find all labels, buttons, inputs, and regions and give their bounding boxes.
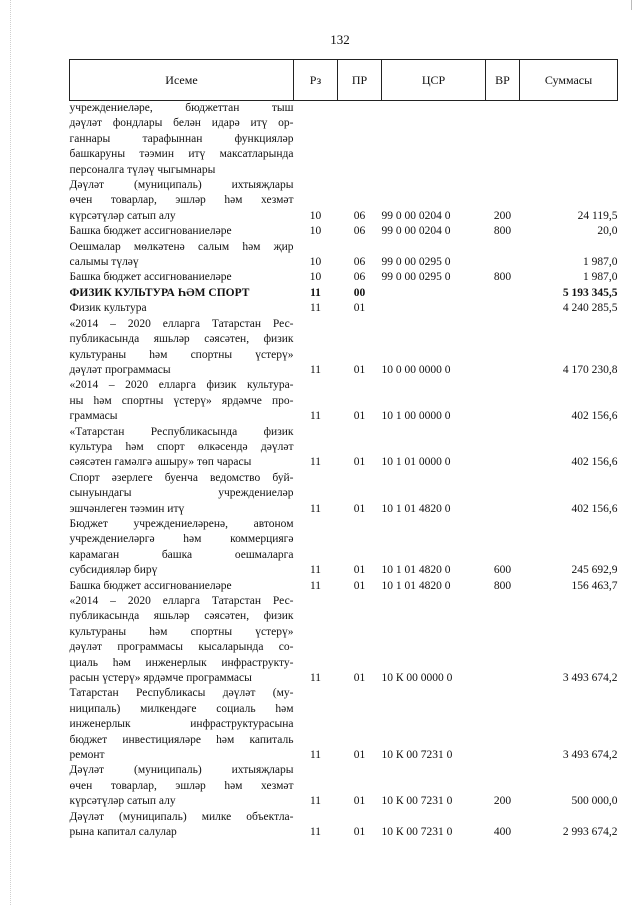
row-csr-cell: 10 1 01 0000 0 xyxy=(381,456,451,469)
row-name-cell xyxy=(70,517,294,579)
row-name-cell xyxy=(70,101,294,179)
row-name-line: күрсәтүләр сатып алу xyxy=(69,795,176,808)
row-rz-cell: 11 xyxy=(309,579,322,592)
row-name-line: ФИЗИК КУЛЬТУРА ҺӘМ СПОРТ xyxy=(69,286,250,299)
row-vr-cell xyxy=(486,378,520,424)
table-row xyxy=(70,810,618,841)
row-csr-cell xyxy=(382,286,486,301)
row-name-line: «2014 – 2020 елларга Татарстан Рес- xyxy=(69,317,294,330)
table-row xyxy=(70,301,618,316)
row-csr-cell xyxy=(382,301,486,316)
row-name-cell xyxy=(70,579,294,594)
row-name-cell xyxy=(70,763,294,809)
column-header-name: Исеме xyxy=(70,60,294,101)
row-rz-cell: 11 xyxy=(309,502,322,515)
row-rz-cell: 11 xyxy=(309,826,322,839)
row-rz-cell: 11 xyxy=(310,286,321,299)
row-name-cell xyxy=(70,425,294,471)
row-name-line: учреждениеләре, бюджеттан тыш xyxy=(69,102,294,114)
row-name-line: сынуындагы учреждениеләр xyxy=(69,487,294,500)
row-sum-cell: 20,0 xyxy=(597,225,618,238)
column-header-sum: Суммасы xyxy=(520,60,618,101)
table-row xyxy=(70,270,618,285)
table-row xyxy=(70,579,618,594)
row-name-line: граммасы xyxy=(69,410,118,423)
table-row xyxy=(70,763,618,809)
row-csr-cell xyxy=(382,101,486,179)
row-name-line: культураны һәм спортны үстерү» xyxy=(69,625,294,638)
row-vr-cell: 400 xyxy=(493,826,512,839)
column-header-csr: ЦСР xyxy=(382,60,486,101)
row-name-cell xyxy=(70,270,294,285)
row-name-cell xyxy=(70,224,294,239)
row-sum-cell: 3 493 674,2 xyxy=(562,749,618,762)
row-sum-cell: 2 993 674,2 xyxy=(562,826,618,839)
row-rz-cell: 11 xyxy=(309,363,322,376)
row-csr-cell: 10 1 01 4820 0 xyxy=(381,564,451,577)
row-name-cell xyxy=(70,240,294,271)
row-vr-cell: 800 xyxy=(493,579,512,592)
row-name-line: ганнары тарафыннан функцияләр xyxy=(69,132,294,145)
row-sum-cell: 245 692,9 xyxy=(571,564,618,577)
row-name-line: Башка бюджет ассигнованиеләре xyxy=(69,579,232,592)
row-name-line: «2014 – 2020 елларга Татарстан Рес- xyxy=(69,595,294,607)
row-name-line: публикасында яшьләр сәясәтен, физик xyxy=(69,610,294,623)
row-name-line: персоналга түләү чыгымнары xyxy=(69,163,216,176)
table-row xyxy=(70,101,618,179)
row-rz-cell xyxy=(294,101,338,179)
row-rz-cell: 11 xyxy=(309,410,322,423)
row-name-line: инженерлык инфраструктурасына xyxy=(69,718,294,731)
row-sum-cell: 24 119,5 xyxy=(577,209,618,222)
row-name-cell xyxy=(70,317,294,379)
row-pr-cell: 06 xyxy=(353,225,366,238)
row-name-line: циаль һәм инженерлык инфраструкту- xyxy=(69,656,294,669)
row-vr-cell: 800 xyxy=(493,225,512,238)
row-sum-cell: 402 156,6 xyxy=(571,502,618,515)
row-vr-cell xyxy=(486,686,520,763)
row-rz-cell: 10 xyxy=(309,225,322,238)
row-name-line: Дәүләт (муниципаль) ихтыяҗлары xyxy=(69,179,294,192)
row-pr-cell: 01 xyxy=(353,564,366,577)
row-pr-cell: 01 xyxy=(353,579,366,592)
row-name-cell xyxy=(70,594,294,686)
row-rz-cell: 11 xyxy=(309,564,322,577)
table-row xyxy=(70,517,618,579)
row-csr-cell: 10 1 01 4820 0 xyxy=(381,502,451,515)
table-row xyxy=(70,378,618,424)
row-csr-cell: 99 0 00 0204 0 xyxy=(381,209,451,222)
row-name-line: ниципаль) милкендәге социаль һәм xyxy=(69,702,294,715)
row-name-line: культураны һәм спортны үстерү» xyxy=(69,348,294,361)
row-vr-cell: 200 xyxy=(493,795,512,808)
row-name-line: Башка бюджет ассигнованиеләре xyxy=(69,225,232,238)
row-name-line: дәүләт программасы xyxy=(69,363,171,376)
row-sum-cell: 402 156,6 xyxy=(571,456,618,469)
row-name-line: өчен товарлар, эшләр һәм хезмәт xyxy=(69,194,294,207)
row-pr-cell: 01 xyxy=(353,795,366,808)
row-vr-cell xyxy=(486,425,520,471)
column-header-pr: ПР xyxy=(338,60,382,101)
row-vr-cell xyxy=(486,317,520,379)
row-name-line: сәясәтен гамәлгә ашыру» төп чарасы xyxy=(69,456,252,469)
row-rz-cell: 11 xyxy=(309,302,322,315)
row-csr-cell: 10 К 00 7231 0 xyxy=(381,749,453,762)
row-pr-cell: 01 xyxy=(353,410,366,423)
page-number: 132 xyxy=(330,32,350,47)
row-pr-cell: 06 xyxy=(353,256,366,269)
row-sum-cell xyxy=(520,101,618,179)
row-csr-cell: 10 К 00 7231 0 xyxy=(381,826,453,839)
scan-edge-line xyxy=(10,0,12,905)
table-row xyxy=(70,224,618,239)
table-row xyxy=(70,240,618,271)
row-rz-cell: 11 xyxy=(309,749,322,762)
row-name-line: публикасында яшьләр сәясәтен, физик xyxy=(69,333,294,346)
row-pr-cell: 01 xyxy=(353,302,366,315)
row-name-line: карамаган башка оешмаларга xyxy=(69,548,294,561)
row-vr-cell: 200 xyxy=(493,209,512,222)
row-rz-cell: 11 xyxy=(309,672,322,685)
row-csr-cell: 10 К 00 7231 0 xyxy=(381,795,453,808)
row-pr-cell: 01 xyxy=(353,826,366,839)
row-pr-cell: 01 xyxy=(353,502,366,515)
row-name-line: өчен товарлар, эшләр һәм хезмәт xyxy=(69,779,294,792)
row-name-line: рына капитал салулар xyxy=(69,826,177,839)
table-header-row xyxy=(70,60,618,101)
row-name-line: Физик культура xyxy=(69,302,147,315)
row-csr-cell: 10 1 01 4820 0 xyxy=(381,579,451,592)
row-name-line: салымы түләү xyxy=(69,256,139,269)
table-row xyxy=(70,471,618,517)
table-row xyxy=(70,686,618,763)
row-csr-cell: 99 0 00 0295 0 xyxy=(381,256,451,269)
row-sum-cell: 1 987,0 xyxy=(583,256,618,269)
row-sum-cell: 5 193 345,5 xyxy=(562,286,618,299)
table-row xyxy=(70,594,618,686)
row-name-line: Татарстан Республикасы дәүләт (му- xyxy=(69,687,294,700)
row-name-line: культура һәм спорт өлкәсендә дәүләт xyxy=(69,440,294,453)
row-name-line: күрсәтүләр сатып алу xyxy=(69,209,176,222)
row-name-line: бюджет инвестицияләре һәм капиталь xyxy=(69,733,294,746)
row-csr-cell: 10 0 00 0000 0 xyxy=(381,363,451,376)
row-name-line: эшчәнлеген тәэмин итү xyxy=(69,502,185,515)
row-vr-cell xyxy=(486,594,520,686)
row-name-cell xyxy=(70,471,294,517)
table-row xyxy=(70,317,618,379)
row-vr-cell xyxy=(486,286,520,301)
budget-table xyxy=(69,59,618,841)
row-name-cell xyxy=(70,378,294,424)
row-pr-cell: 01 xyxy=(353,456,366,469)
table-body xyxy=(70,101,618,841)
column-header-rz: Рз xyxy=(294,60,338,101)
row-name-line: Дәүләт (муниципаль) милке объектла- xyxy=(69,810,294,823)
row-pr-cell: 00 xyxy=(353,286,366,299)
row-pr-cell: 01 xyxy=(353,363,366,376)
row-vr-cell xyxy=(486,471,520,517)
row-name-line: Башка бюджет ассигнованиеләре xyxy=(69,271,232,284)
row-rz-cell: 10 xyxy=(309,256,322,269)
row-csr-cell: 10 1 00 0000 0 xyxy=(381,410,451,423)
row-csr-cell: 10 К 00 0000 0 xyxy=(381,672,453,685)
row-pr-cell: 01 xyxy=(353,672,366,685)
row-name-line: дәүләт фондлары белән идарә итү ор- xyxy=(69,117,294,130)
table-row xyxy=(70,425,618,471)
row-name-cell xyxy=(70,301,294,316)
row-vr-cell: 800 xyxy=(493,271,512,284)
row-name-cell xyxy=(70,686,294,763)
row-vr-cell xyxy=(486,240,520,271)
section-row xyxy=(70,286,618,301)
row-csr-cell: 99 0 00 0204 0 xyxy=(381,225,451,238)
row-pr-cell: 06 xyxy=(353,209,366,222)
row-name-line: учреждениеләргә һәм коммерциягә xyxy=(69,533,294,546)
scan-corner-mark xyxy=(631,0,632,10)
row-rz-cell: 11 xyxy=(309,456,322,469)
row-name-cell xyxy=(70,810,294,841)
row-vr-cell xyxy=(486,301,520,316)
row-sum-cell: 4 170 230,8 xyxy=(562,363,618,376)
row-name-line: Дәүләт (муниципаль) ихтыяҗлары xyxy=(69,764,294,777)
row-rz-cell: 11 xyxy=(309,795,322,808)
row-sum-cell: 4 240 285,5 xyxy=(562,302,618,315)
column-header-vr: ВР xyxy=(486,60,520,101)
row-vr-cell: 600 xyxy=(493,564,512,577)
row-pr-cell: 01 xyxy=(353,749,366,762)
row-sum-cell: 500 000,0 xyxy=(571,795,618,808)
row-name-line: дәүләт программасы кысаларында со- xyxy=(69,641,294,654)
row-csr-cell: 99 0 00 0295 0 xyxy=(381,271,451,284)
row-name-line: «2014 – 2020 елларга физик культура- xyxy=(69,379,294,392)
row-pr-cell xyxy=(338,101,382,179)
row-name-line: Бюджет учреждениеләренә, автоном xyxy=(69,517,294,530)
row-sum-cell: 3 493 674,2 xyxy=(562,672,618,685)
row-name-line: Оешмалар мөлкәтенә салым һәм җир xyxy=(69,240,294,253)
row-name-line: Спорт әзерлеге буенча ведомство буй- xyxy=(69,471,294,484)
row-sum-cell: 402 156,6 xyxy=(571,410,618,423)
row-sum-cell: 156 463,7 xyxy=(571,579,618,592)
row-vr-cell xyxy=(486,101,520,179)
row-name-line: субсидияләр бирү xyxy=(69,564,158,577)
table-row xyxy=(70,178,618,224)
row-name-line: башкаруны тәэмин итү максатларында xyxy=(69,148,294,161)
row-rz-cell: 10 xyxy=(309,271,322,284)
row-name-line: ремонт xyxy=(69,749,105,762)
row-pr-cell: 06 xyxy=(353,271,366,284)
row-name-line: ны һәм спортны үстерү» ярдәмче про- xyxy=(69,394,294,407)
row-name-line: «Татарстан Республикасында физик xyxy=(69,425,294,438)
row-name-cell xyxy=(70,286,294,301)
row-rz-cell: 10 xyxy=(309,209,322,222)
row-name-line: расын үстерү» ярдәмче программасы xyxy=(69,672,252,685)
row-name-cell xyxy=(70,178,294,224)
row-sum-cell: 1 987,0 xyxy=(583,271,618,284)
